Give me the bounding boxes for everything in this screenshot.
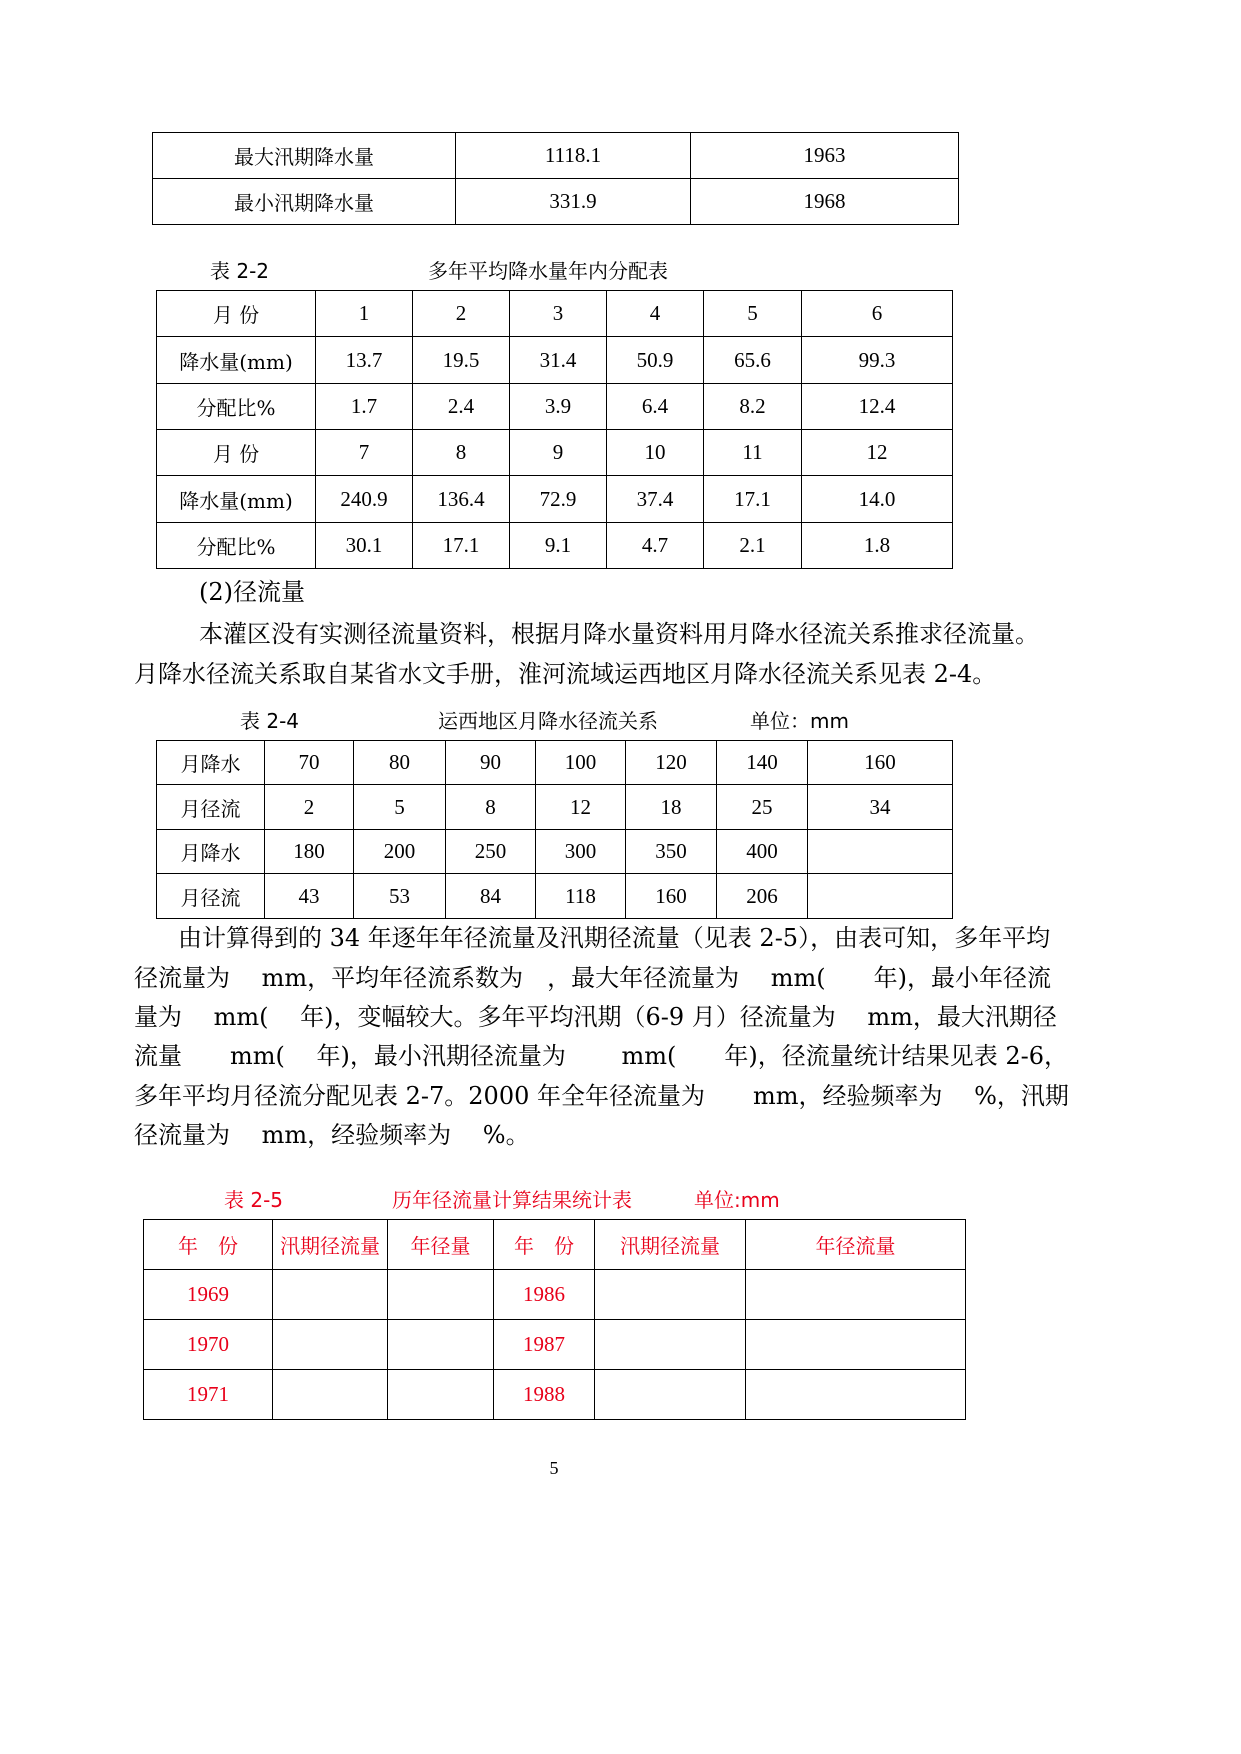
table-cell: 1987 <box>494 1320 595 1370</box>
table-cell <box>273 1270 388 1320</box>
table-cell: 13.7 <box>316 337 413 384</box>
table-cell: 11 <box>704 430 802 476</box>
table-cell <box>595 1320 746 1370</box>
table-cell: 5 <box>354 785 446 830</box>
table-cell <box>388 1370 494 1420</box>
table-cell: 25 <box>717 785 808 830</box>
table-cell: 4.7 <box>607 523 704 569</box>
table-cell: 250 <box>446 830 536 874</box>
table-cell: 3 <box>510 291 607 337</box>
table-cell: 30.1 <box>316 523 413 569</box>
table-2-4-title: 运西地区月降水径流关系 <box>438 709 658 733</box>
table-cell: 5 <box>704 291 802 337</box>
table-row <box>157 476 953 523</box>
table-cell <box>808 874 953 919</box>
table-row <box>153 179 959 225</box>
table-row <box>153 133 959 179</box>
table-row <box>157 785 953 830</box>
table-row <box>157 523 953 569</box>
table-cell <box>808 830 953 874</box>
table-cell: 17.1 <box>413 523 510 569</box>
table-row <box>157 337 953 384</box>
table-cell: 8 <box>413 430 510 476</box>
table-cell: 2.1 <box>704 523 802 569</box>
table-cell: 月降水 <box>157 830 265 874</box>
table-cell: 1970 <box>144 1320 273 1370</box>
table-cell: 1988 <box>494 1370 595 1420</box>
table-2-4 <box>156 740 953 919</box>
table-cell: 月径流 <box>157 785 265 830</box>
table-cell: 1963 <box>691 133 959 179</box>
table-2-5-label: 表 2-5 <box>224 1188 284 1212</box>
table-row <box>157 874 953 919</box>
table-cell: 1986 <box>494 1270 595 1320</box>
table-header-cell: 汛期径流量 <box>273 1220 388 1270</box>
section-heading: (2)径流量 <box>199 578 305 606</box>
table-2-5 <box>143 1219 966 1420</box>
table-cell: 50.9 <box>607 337 704 384</box>
table-2-4-unit: 单位：mm <box>750 709 849 733</box>
table-cell: 17.1 <box>704 476 802 523</box>
table-cell: 84 <box>446 874 536 919</box>
table-cell: 1.7 <box>316 384 413 430</box>
table-cell: 降水量(mm) <box>157 337 316 384</box>
table-cell <box>746 1270 966 1320</box>
table-cell: 10 <box>607 430 704 476</box>
table-cell: 12.4 <box>802 384 953 430</box>
table-cell: 18 <box>626 785 717 830</box>
table-2-4-label: 表 2-4 <box>240 709 300 733</box>
table-2-2-title: 多年平均降水量年内分配表 <box>428 259 668 283</box>
table-row <box>144 1270 966 1320</box>
table-cell: 2 <box>265 785 354 830</box>
table-cell: 8 <box>446 785 536 830</box>
paragraph-line: 月降水径流关系取自某省水文手册，淮河流域运西地区月降水径流关系见表 2-4。 <box>134 660 997 688</box>
table-cell <box>595 1370 746 1420</box>
table-cell: 180 <box>265 830 354 874</box>
table-cell <box>746 1320 966 1370</box>
table-row <box>157 830 953 874</box>
table-cell: 14.0 <box>802 476 953 523</box>
table-cell: 300 <box>536 830 626 874</box>
table-cell: 19.5 <box>413 337 510 384</box>
table-cell: 月 份 <box>157 291 316 337</box>
table-cell: 4 <box>607 291 704 337</box>
table-cell: 65.6 <box>704 337 802 384</box>
table-header-row <box>144 1220 966 1270</box>
table-cell: 2 <box>413 291 510 337</box>
table-cell: 37.4 <box>607 476 704 523</box>
table-cell: 月降水 <box>157 741 265 785</box>
table-row <box>144 1320 966 1370</box>
table-cell: 12 <box>802 430 953 476</box>
table-2-2 <box>156 290 953 569</box>
table-cell: 月 份 <box>157 430 316 476</box>
table-cell: 53 <box>354 874 446 919</box>
table-cell: 6 <box>802 291 953 337</box>
table-cell: 34 <box>808 785 953 830</box>
table-cell: 12 <box>536 785 626 830</box>
table-cell: 90 <box>446 741 536 785</box>
table-header-cell: 年 份 <box>494 1220 595 1270</box>
table-cell: 99.3 <box>802 337 953 384</box>
table-cell: 100 <box>536 741 626 785</box>
table-cell: 分配比% <box>157 384 316 430</box>
table-top <box>152 132 959 225</box>
paragraph-line: 本灌区没有实测径流量资料，根据月降水量资料用月降水径流关系推求径流量。 <box>199 620 1039 648</box>
table-row <box>157 291 953 337</box>
table-cell <box>595 1270 746 1320</box>
table-cell: 分配比% <box>157 523 316 569</box>
table-cell <box>388 1320 494 1370</box>
table-cell: 160 <box>808 741 953 785</box>
paragraph-line: 径流量为 mm，经验频率为 %。 <box>134 1121 530 1149</box>
table-cell: 1.8 <box>802 523 953 569</box>
table-cell: 120 <box>626 741 717 785</box>
table-cell: 6.4 <box>607 384 704 430</box>
table-header-cell: 汛期径流量 <box>595 1220 746 1270</box>
table-2-2-label: 表 2-2 <box>210 259 270 283</box>
table-cell: 最大汛期降水量 <box>153 133 456 179</box>
table-cell <box>746 1370 966 1420</box>
table-cell: 8.2 <box>704 384 802 430</box>
table-cell: 200 <box>354 830 446 874</box>
page-number: 5 <box>549 1458 559 1478</box>
table-cell: 140 <box>717 741 808 785</box>
table-cell <box>273 1370 388 1420</box>
table-cell: 1969 <box>144 1270 273 1320</box>
table-cell: 160 <box>626 874 717 919</box>
table-cell: 400 <box>717 830 808 874</box>
table-cell: 136.4 <box>413 476 510 523</box>
table-cell: 月径流 <box>157 874 265 919</box>
table-cell: 240.9 <box>316 476 413 523</box>
paragraph-line: 由计算得到的 34 年逐年年径流量及汛期径流量（见表 2-5），由表可知，多年平均 <box>178 924 1051 952</box>
table-cell: 最小汛期降水量 <box>153 179 456 225</box>
table-header-cell: 年 份 <box>144 1220 273 1270</box>
table-cell: 9 <box>510 430 607 476</box>
paragraph-line: 径流量为 mm，平均年径流系数为 ，最大年径流量为 mm( 年)，最小年径流 <box>134 964 1052 992</box>
table-cell: 1968 <box>691 179 959 225</box>
table-cell: 1118.1 <box>456 133 691 179</box>
table-cell: 70 <box>265 741 354 785</box>
table-row <box>157 384 953 430</box>
table-cell: 2.4 <box>413 384 510 430</box>
table-row <box>157 741 953 785</box>
table-cell: 118 <box>536 874 626 919</box>
table-cell: 降水量(mm) <box>157 476 316 523</box>
table-cell: 350 <box>626 830 717 874</box>
table-cell: 206 <box>717 874 808 919</box>
table-header-cell: 年径量 <box>388 1220 494 1270</box>
table-cell: 331.9 <box>456 179 691 225</box>
table-row <box>144 1370 966 1420</box>
table-cell: 1 <box>316 291 413 337</box>
table-cell <box>388 1270 494 1320</box>
paragraph-line: 流量 mm( 年)，最小汛期径流量为 mm( 年)，径流量统计结果见表 2-6， <box>134 1042 1069 1070</box>
table-cell: 80 <box>354 741 446 785</box>
table-header-cell: 年径流量 <box>746 1220 966 1270</box>
table-cell <box>273 1320 388 1370</box>
table-2-5-unit: 单位:mm <box>694 1188 780 1212</box>
paragraph-line: 量为 mm( 年)，变幅较大。多年平均汛期（6-9 月）径流量为 mm，最大汛期径 <box>134 1003 1057 1031</box>
table-cell: 7 <box>316 430 413 476</box>
table-row <box>157 430 953 476</box>
table-cell: 72.9 <box>510 476 607 523</box>
table-cell: 1971 <box>144 1370 273 1420</box>
paragraph-line: 多年平均月径流分配见表 2-7。2000 年全年径流量为 mm，经验频率为 %，汛期 <box>134 1082 1069 1110</box>
table-cell: 43 <box>265 874 354 919</box>
table-cell: 3.9 <box>510 384 607 430</box>
table-cell: 9.1 <box>510 523 607 569</box>
table-2-5-title: 历年径流量计算结果统计表 <box>392 1188 632 1212</box>
table-cell: 31.4 <box>510 337 607 384</box>
